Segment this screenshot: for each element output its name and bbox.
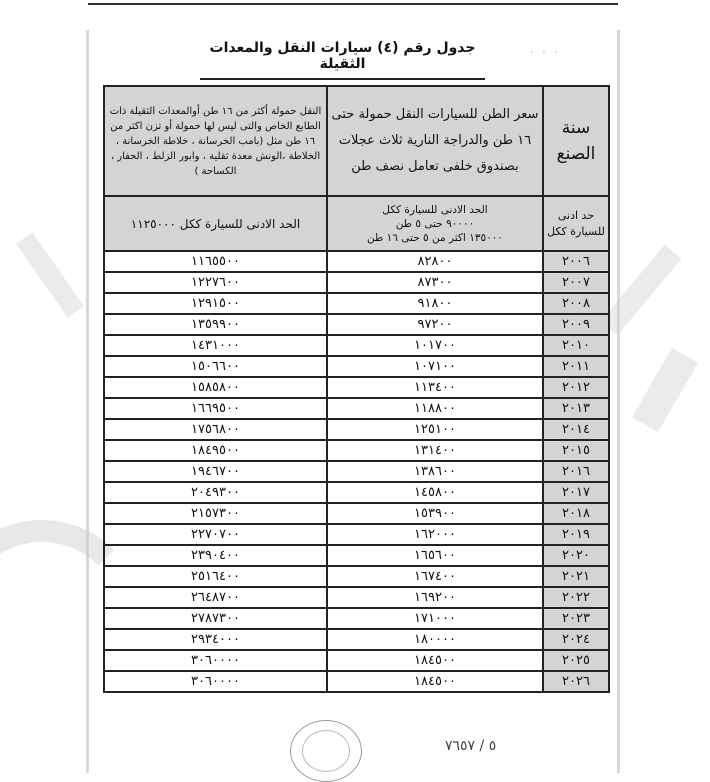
heavy-equipment-price: ٣٠٦٠٠٠٠ bbox=[104, 650, 327, 671]
small-vehicle-price: ١٦٩٢٠٠ bbox=[327, 587, 543, 608]
header-year: سنة الصنع bbox=[543, 86, 609, 196]
small-vehicle-price: ١٤٥٨٠٠ bbox=[327, 482, 543, 503]
seal-emblem bbox=[302, 730, 350, 772]
heavy-equipment-price: ١٥٠٦٦٠٠ bbox=[104, 356, 327, 377]
scan-speckles: · · · bbox=[530, 48, 561, 59]
heavy-equipment-price: ٣٠٦٠٠٠٠ bbox=[104, 671, 327, 692]
small-vehicle-price: ١٧١٠٠٠ bbox=[327, 608, 543, 629]
subheader-small-vehicles bbox=[327, 196, 543, 251]
small-vehicle-price: ١٦٢٠٠٠ bbox=[327, 524, 543, 545]
year-cell: ٢٠١١ bbox=[543, 356, 609, 377]
small-vehicle-price: ٨٧٣٠٠ bbox=[327, 272, 543, 293]
year-cell: ٢٠٢١ bbox=[543, 566, 609, 587]
small-vehicle-price: ١٠٧١٠٠ bbox=[327, 356, 543, 377]
page-edge-right bbox=[617, 30, 620, 773]
heavy-equipment-price: ١٢٢٧٦٠٠ bbox=[104, 272, 327, 293]
table-row bbox=[104, 608, 609, 629]
page-mark: ٥ / ٧٦٥٧ bbox=[445, 738, 497, 754]
table-row bbox=[104, 377, 609, 398]
subheader-small-line3: ١٣٥٠٠٠ اكثر من ٥ حتى ١٦ طن bbox=[366, 231, 504, 244]
heavy-equipment-price: ١٤٣١٠٠٠ bbox=[104, 335, 327, 356]
table-row bbox=[104, 629, 609, 650]
table-row bbox=[104, 419, 609, 440]
table-row bbox=[104, 251, 609, 272]
table-row bbox=[104, 356, 609, 377]
table-row bbox=[104, 293, 609, 314]
heavy-equipment-price: ٢٩٣٤٠٠٠ bbox=[104, 629, 327, 650]
header-heavy-equipment: النقل حمولة أكثر من ١٦ طن أوالمعدات الثقيلة ذات الطابع الخاص والتى ليس لها حمولة أو تزن اكثر من ١٦ طن مثل (بامب الخرسانة ، خلاطة الخرسانة ، الخلاطة ،الونش معدة ثقلية ، وابور الزلط ، الحفار ، الكساحة ) bbox=[104, 86, 327, 196]
year-cell: ٢٠٠٦ bbox=[543, 251, 609, 272]
year-cell: ٢٠١٠ bbox=[543, 335, 609, 356]
small-vehicle-price: ١١٣٤٠٠ bbox=[327, 377, 543, 398]
year-cell: ٢٠٠٧ bbox=[543, 272, 609, 293]
table-row bbox=[104, 566, 609, 587]
small-vehicle-price: ١٠١٧٠٠ bbox=[327, 335, 543, 356]
vehicle-price-table bbox=[103, 85, 610, 693]
header-row bbox=[104, 86, 609, 196]
small-vehicle-price: ٨٢٨٠٠ bbox=[327, 251, 543, 272]
small-vehicle-price: ١٣١٤٠٠ bbox=[327, 440, 543, 461]
small-vehicle-price: ٩١٨٠٠ bbox=[327, 293, 543, 314]
heavy-equipment-price: ١٦٦٩٥٠٠ bbox=[104, 398, 327, 419]
heavy-equipment-price: ٢٧٨٧٣٠٠ bbox=[104, 608, 327, 629]
heavy-equipment-price: ٢١٥٧٣٠٠ bbox=[104, 503, 327, 524]
year-cell: ٢٠١٣ bbox=[543, 398, 609, 419]
table-row bbox=[104, 503, 609, 524]
heavy-equipment-price: ١٨٤٩٥٠٠ bbox=[104, 440, 327, 461]
small-vehicle-price: ١٢٥١٠٠ bbox=[327, 419, 543, 440]
table-row bbox=[104, 398, 609, 419]
year-cell: ٢٠٠٨ bbox=[543, 293, 609, 314]
table-row bbox=[104, 587, 609, 608]
heavy-equipment-price: ٢٠٤٩٣٠٠ bbox=[104, 482, 327, 503]
watermark-stroke bbox=[600, 245, 681, 336]
small-vehicle-price: ١٨٤٥٠٠ bbox=[327, 650, 543, 671]
year-cell: ٢٠٠٩ bbox=[543, 314, 609, 335]
year-cell: ٢٠٢٢ bbox=[543, 587, 609, 608]
table-row bbox=[104, 671, 609, 692]
heavy-equipment-price: ٢٢٧٠٧٠٠ bbox=[104, 524, 327, 545]
small-vehicle-price: ٩٧٢٠٠ bbox=[327, 314, 543, 335]
heavy-equipment-price: ٢٥١٦٤٠٠ bbox=[104, 566, 327, 587]
table-row bbox=[104, 461, 609, 482]
year-cell: ٢٠١٩ bbox=[543, 524, 609, 545]
year-cell: ٢٠١٤ bbox=[543, 419, 609, 440]
table-row bbox=[104, 545, 609, 566]
heavy-equipment-price: ١١٦٥٥٠٠ bbox=[104, 251, 327, 272]
year-cell: ٢٠١٥ bbox=[543, 440, 609, 461]
year-cell: ٢٠٢٠ bbox=[543, 545, 609, 566]
subheader-small-line2: ٩٠٠٠٠ حتى ٥ طن bbox=[395, 217, 475, 230]
table-row bbox=[104, 272, 609, 293]
year-cell: ٢٠١٧ bbox=[543, 482, 609, 503]
heavy-equipment-price: ١٩٤٦٧٠٠ bbox=[104, 461, 327, 482]
small-vehicle-price: ١٨٠٠٠٠ bbox=[327, 629, 543, 650]
year-cell: ٢٠١٦ bbox=[543, 461, 609, 482]
subheader-row bbox=[104, 196, 609, 251]
watermark-stroke bbox=[632, 348, 698, 432]
top-rule bbox=[88, 3, 618, 5]
heavy-equipment-price: ١٣٥٩٩٠٠ bbox=[104, 314, 327, 335]
small-vehicle-price: ١٥٣٩٠٠ bbox=[327, 503, 543, 524]
header-small-vehicles: سعر الطن للسيارات النقل حمولة حتى ١٦ طن والدراجة النارية ثلاث عجلات بصندوق خلفى تعامل نصف طن bbox=[327, 86, 543, 196]
small-vehicle-price: ١١٨٨٠٠ bbox=[327, 398, 543, 419]
subheader-year: حد ادنى للسيارة ككل bbox=[543, 196, 609, 251]
heavy-equipment-price: ١٧٥٦٨٠٠ bbox=[104, 419, 327, 440]
subheader-heavy-equipment: الحد الادنى للسيارة ككل ١١٢٥٠٠٠ bbox=[104, 196, 327, 251]
small-vehicle-price: ١٨٤٥٠٠ bbox=[327, 671, 543, 692]
year-cell: ٢٠٢٥ bbox=[543, 650, 609, 671]
table-row bbox=[104, 335, 609, 356]
heavy-equipment-price: ١٢٩١٥٠٠ bbox=[104, 293, 327, 314]
table-row bbox=[104, 650, 609, 671]
table-title: جدول رقم (٤) سيارات النقل والمعدات الثقيلة bbox=[200, 40, 485, 80]
year-cell: ٢٠١٨ bbox=[543, 503, 609, 524]
small-vehicle-price: ١٦٥٦٠٠ bbox=[327, 545, 543, 566]
table-row bbox=[104, 440, 609, 461]
subheader-small-line1: الحد الادنى للسيارة ككل bbox=[382, 203, 488, 216]
table-row bbox=[104, 524, 609, 545]
year-cell: ٢٠٢٤ bbox=[543, 629, 609, 650]
watermark-stroke bbox=[16, 232, 84, 317]
table-row bbox=[104, 314, 609, 335]
small-vehicle-price: ١٦٧٤٠٠ bbox=[327, 566, 543, 587]
heavy-equipment-price: ٢٣٩٠٤٠٠ bbox=[104, 545, 327, 566]
table-row bbox=[104, 482, 609, 503]
small-vehicle-price: ١٣٨٦٠٠ bbox=[327, 461, 543, 482]
year-cell: ٢٠٢٣ bbox=[543, 608, 609, 629]
year-cell: ٢٠١٢ bbox=[543, 377, 609, 398]
year-cell: ٢٠٢٦ bbox=[543, 671, 609, 692]
heavy-equipment-price: ٢٦٤٨٧٠٠ bbox=[104, 587, 327, 608]
heavy-equipment-price: ١٥٨٥٨٠٠ bbox=[104, 377, 327, 398]
